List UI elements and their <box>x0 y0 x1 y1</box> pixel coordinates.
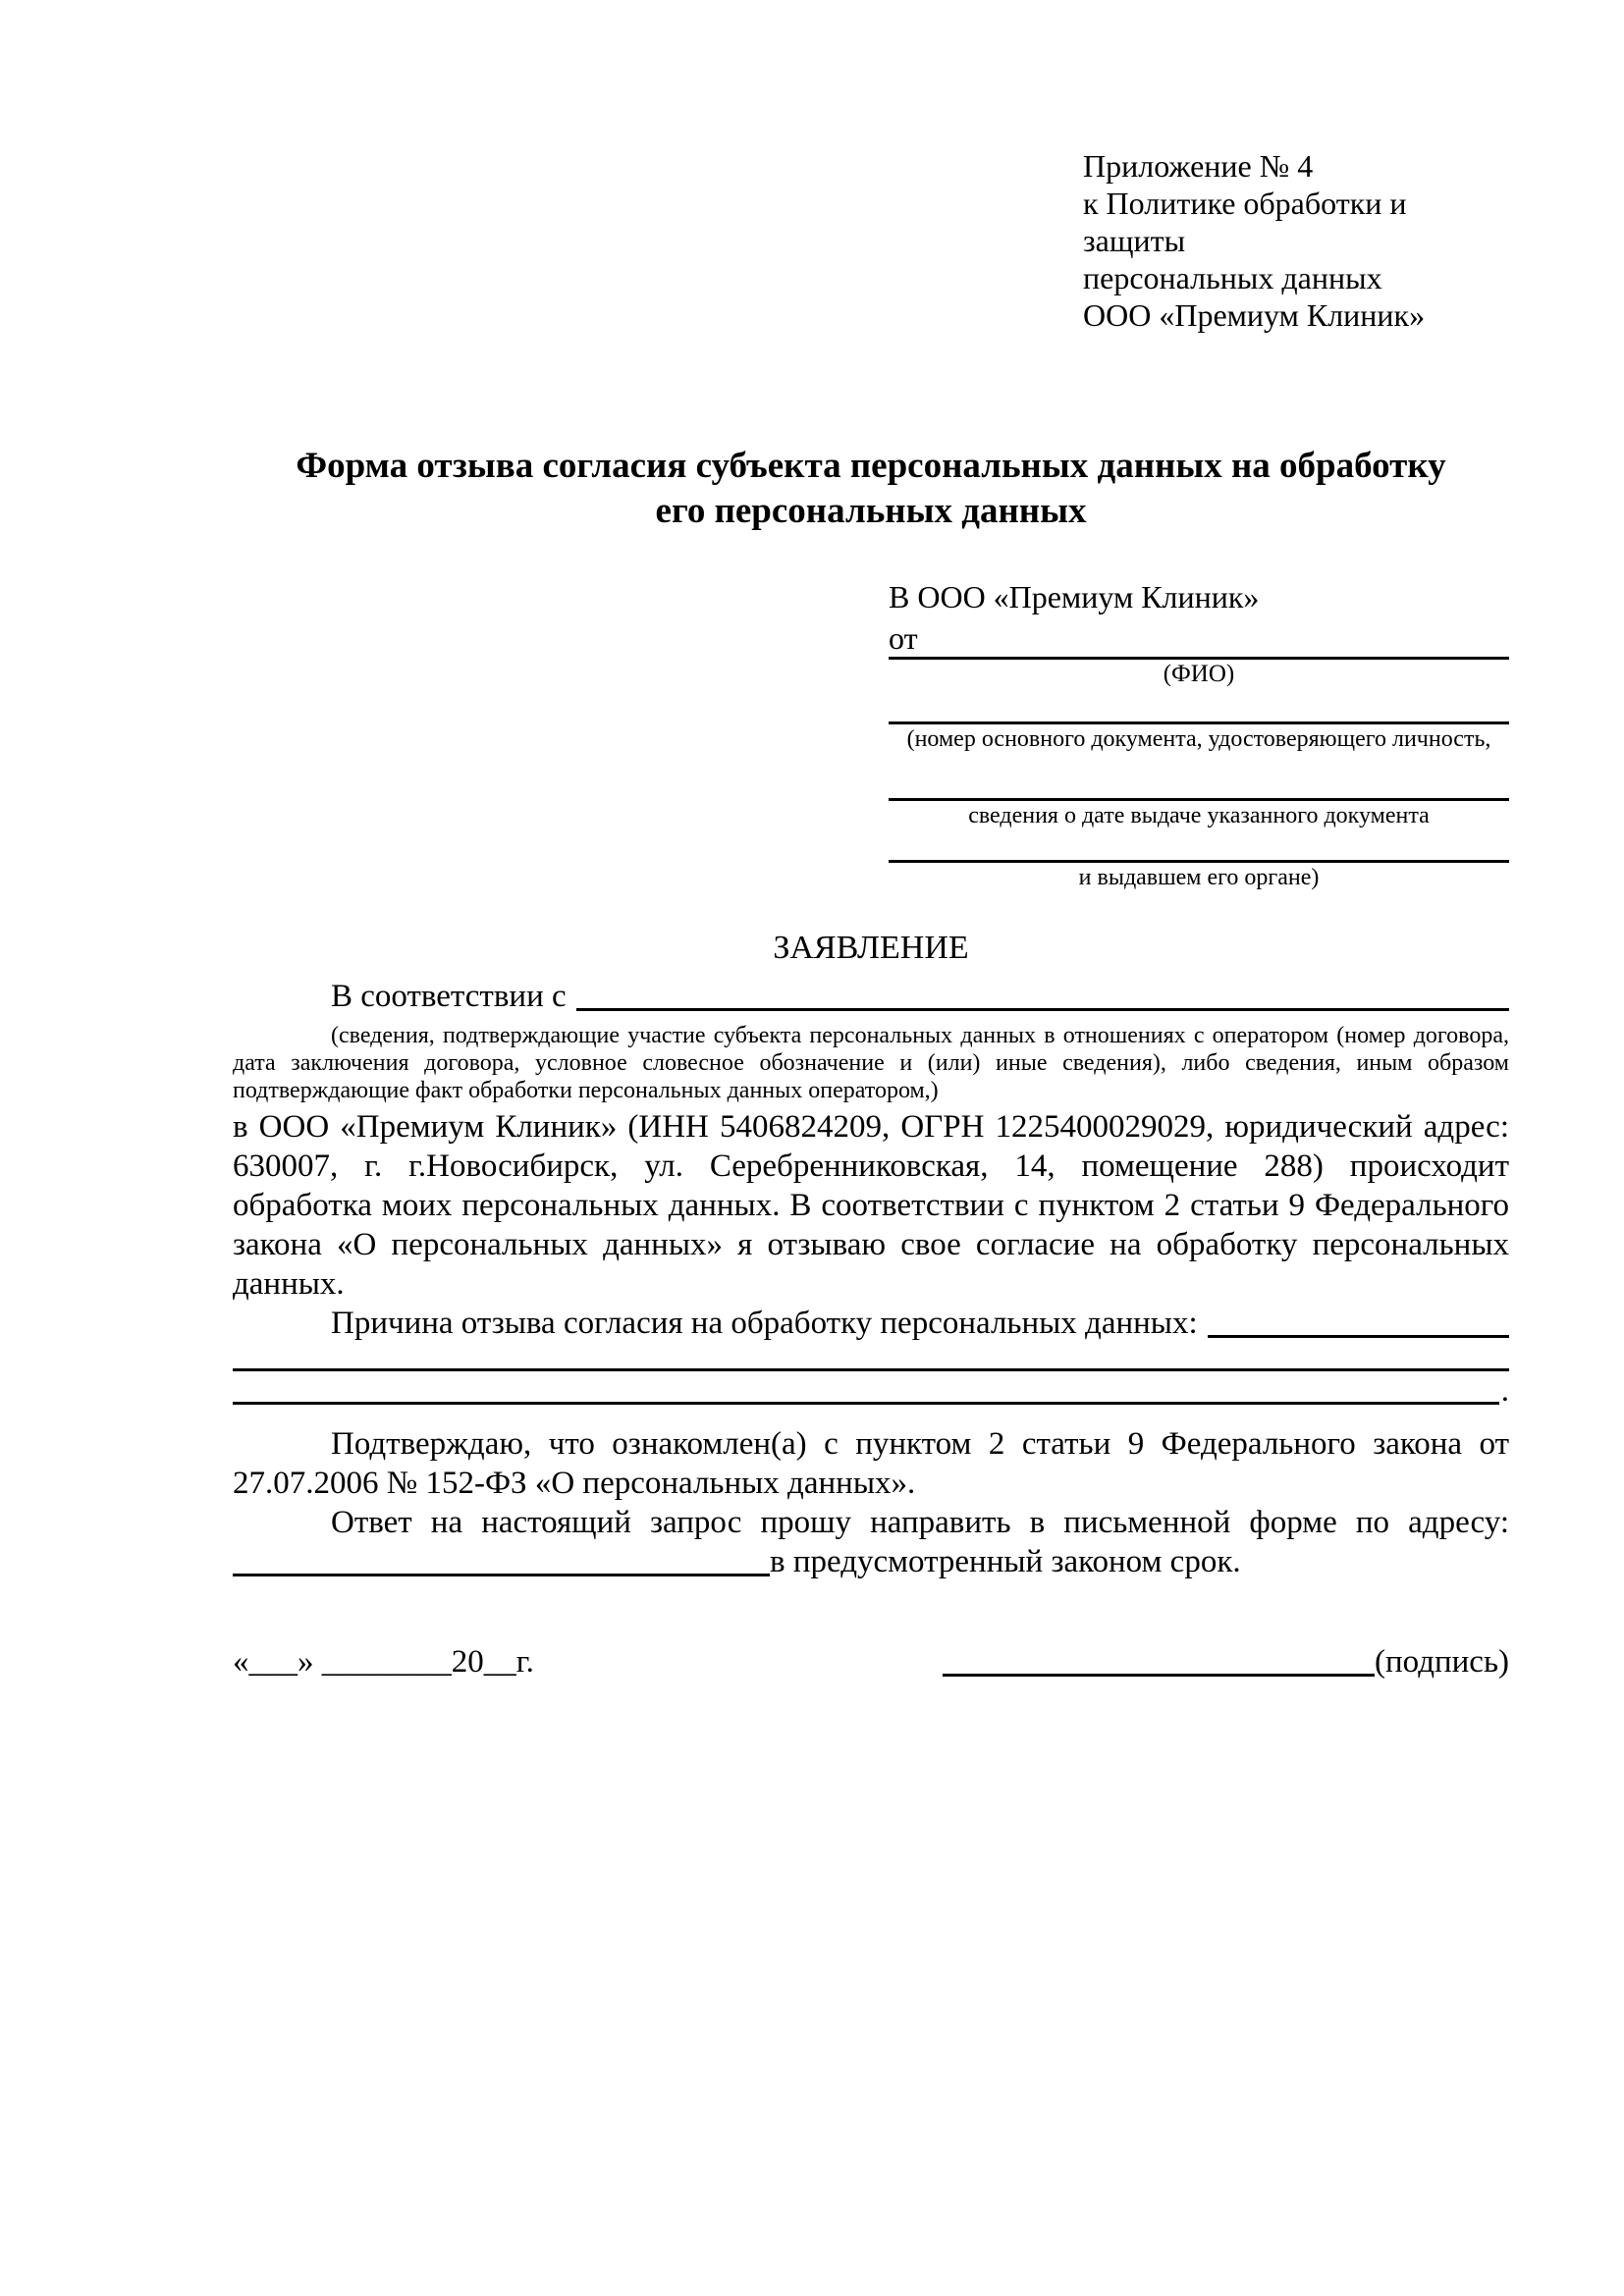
body-paragraph: в ООО «Премиум Клиник» (ИНН 5406824209, ОГРН 1225400029029, юридический адрес: 630007, г. г.Новосибирск, ул. Серебренниковская, 14, помещение 288) происходит обработка моих персональных данных. В соответствии с пунктом 2 статьи 9 Федерального закона «О персональных данных» я отзываю свое согласие на обработку персональных данных. <box>233 1109 1509 1302</box>
signature-caption: (подпись) <box>1375 1644 1509 1680</box>
accordance-row <box>233 977 1509 1016</box>
reason-lead: Причина отзыва согласия на обработку персональных данных: <box>331 1306 1198 1341</box>
document-number-caption: (номер основного документа, удостоверяющего личность, <box>906 726 1491 752</box>
reply-lead-paragraph: Ответ на настоящий запрос прошу направить в письменной форме по адресу: <box>331 1505 1509 1540</box>
accordance-lead: В соответствии с <box>331 979 567 1014</box>
signature-group <box>943 1642 1509 1682</box>
addressee-block <box>889 578 1509 892</box>
addressee-from-label: от <box>889 620 918 656</box>
issue-date-caption: сведения о дате выдаче указанного документа <box>968 803 1430 828</box>
issuing-authority-caption: и выдавшем его органе) <box>1078 865 1320 890</box>
footnote-text: (сведения, подтверждающие участие субъекта персональных данных в отношениях с оператором (номер договора, дата заключения договора, условное словесное обозначение и (или) иные сведения), либо сведения, иным образом подтверждающие факт обработки персональных данных оператором,) <box>233 1023 1509 1103</box>
reason-blank-line-2 <box>233 1402 1499 1405</box>
addressee-to: В ООО «Премиум Клиник» <box>889 579 1260 614</box>
appendix-line: Приложение № 4 <box>1083 148 1314 184</box>
reason-row <box>233 1304 1509 1343</box>
accordance-field-line <box>576 1008 1509 1011</box>
page-content <box>233 147 1509 1682</box>
reply-tail: в предусмотренный законом срок. <box>770 1544 1241 1579</box>
reason-blank-line-2-row <box>233 1371 1509 1411</box>
appendix-block <box>1083 147 1509 334</box>
blank-line-period: . <box>1500 1373 1509 1409</box>
appendix-line: ООО «Премиум Клиник» <box>1083 297 1426 333</box>
date-field: «___» ________20__г. <box>233 1644 534 1680</box>
fio-caption: (ФИО) <box>1163 661 1235 687</box>
reply-address-field-line <box>233 1574 770 1576</box>
signature-field-line <box>943 1674 1375 1677</box>
statement-heading: ЗАЯВЛЕНИЕ <box>773 930 969 966</box>
reply-address-row <box>233 1542 1509 1581</box>
appendix-line: персональных данных <box>1083 260 1382 295</box>
document-title: Форма отзыва согласия субъекта персональных данных на обработку его персональных данных <box>296 446 1446 531</box>
confirmation-paragraph: Подтверждаю, что ознакомлен(а) с пунктом 2 статьи 9 Федерального закона от 27.07.2006 № 152-ФЗ «О персональных данных». <box>233 1426 1509 1501</box>
reason-field-line <box>1208 1335 1509 1338</box>
signoff-row <box>233 1642 1509 1682</box>
appendix-line: к Политике обработки и защиты <box>1083 186 1407 258</box>
